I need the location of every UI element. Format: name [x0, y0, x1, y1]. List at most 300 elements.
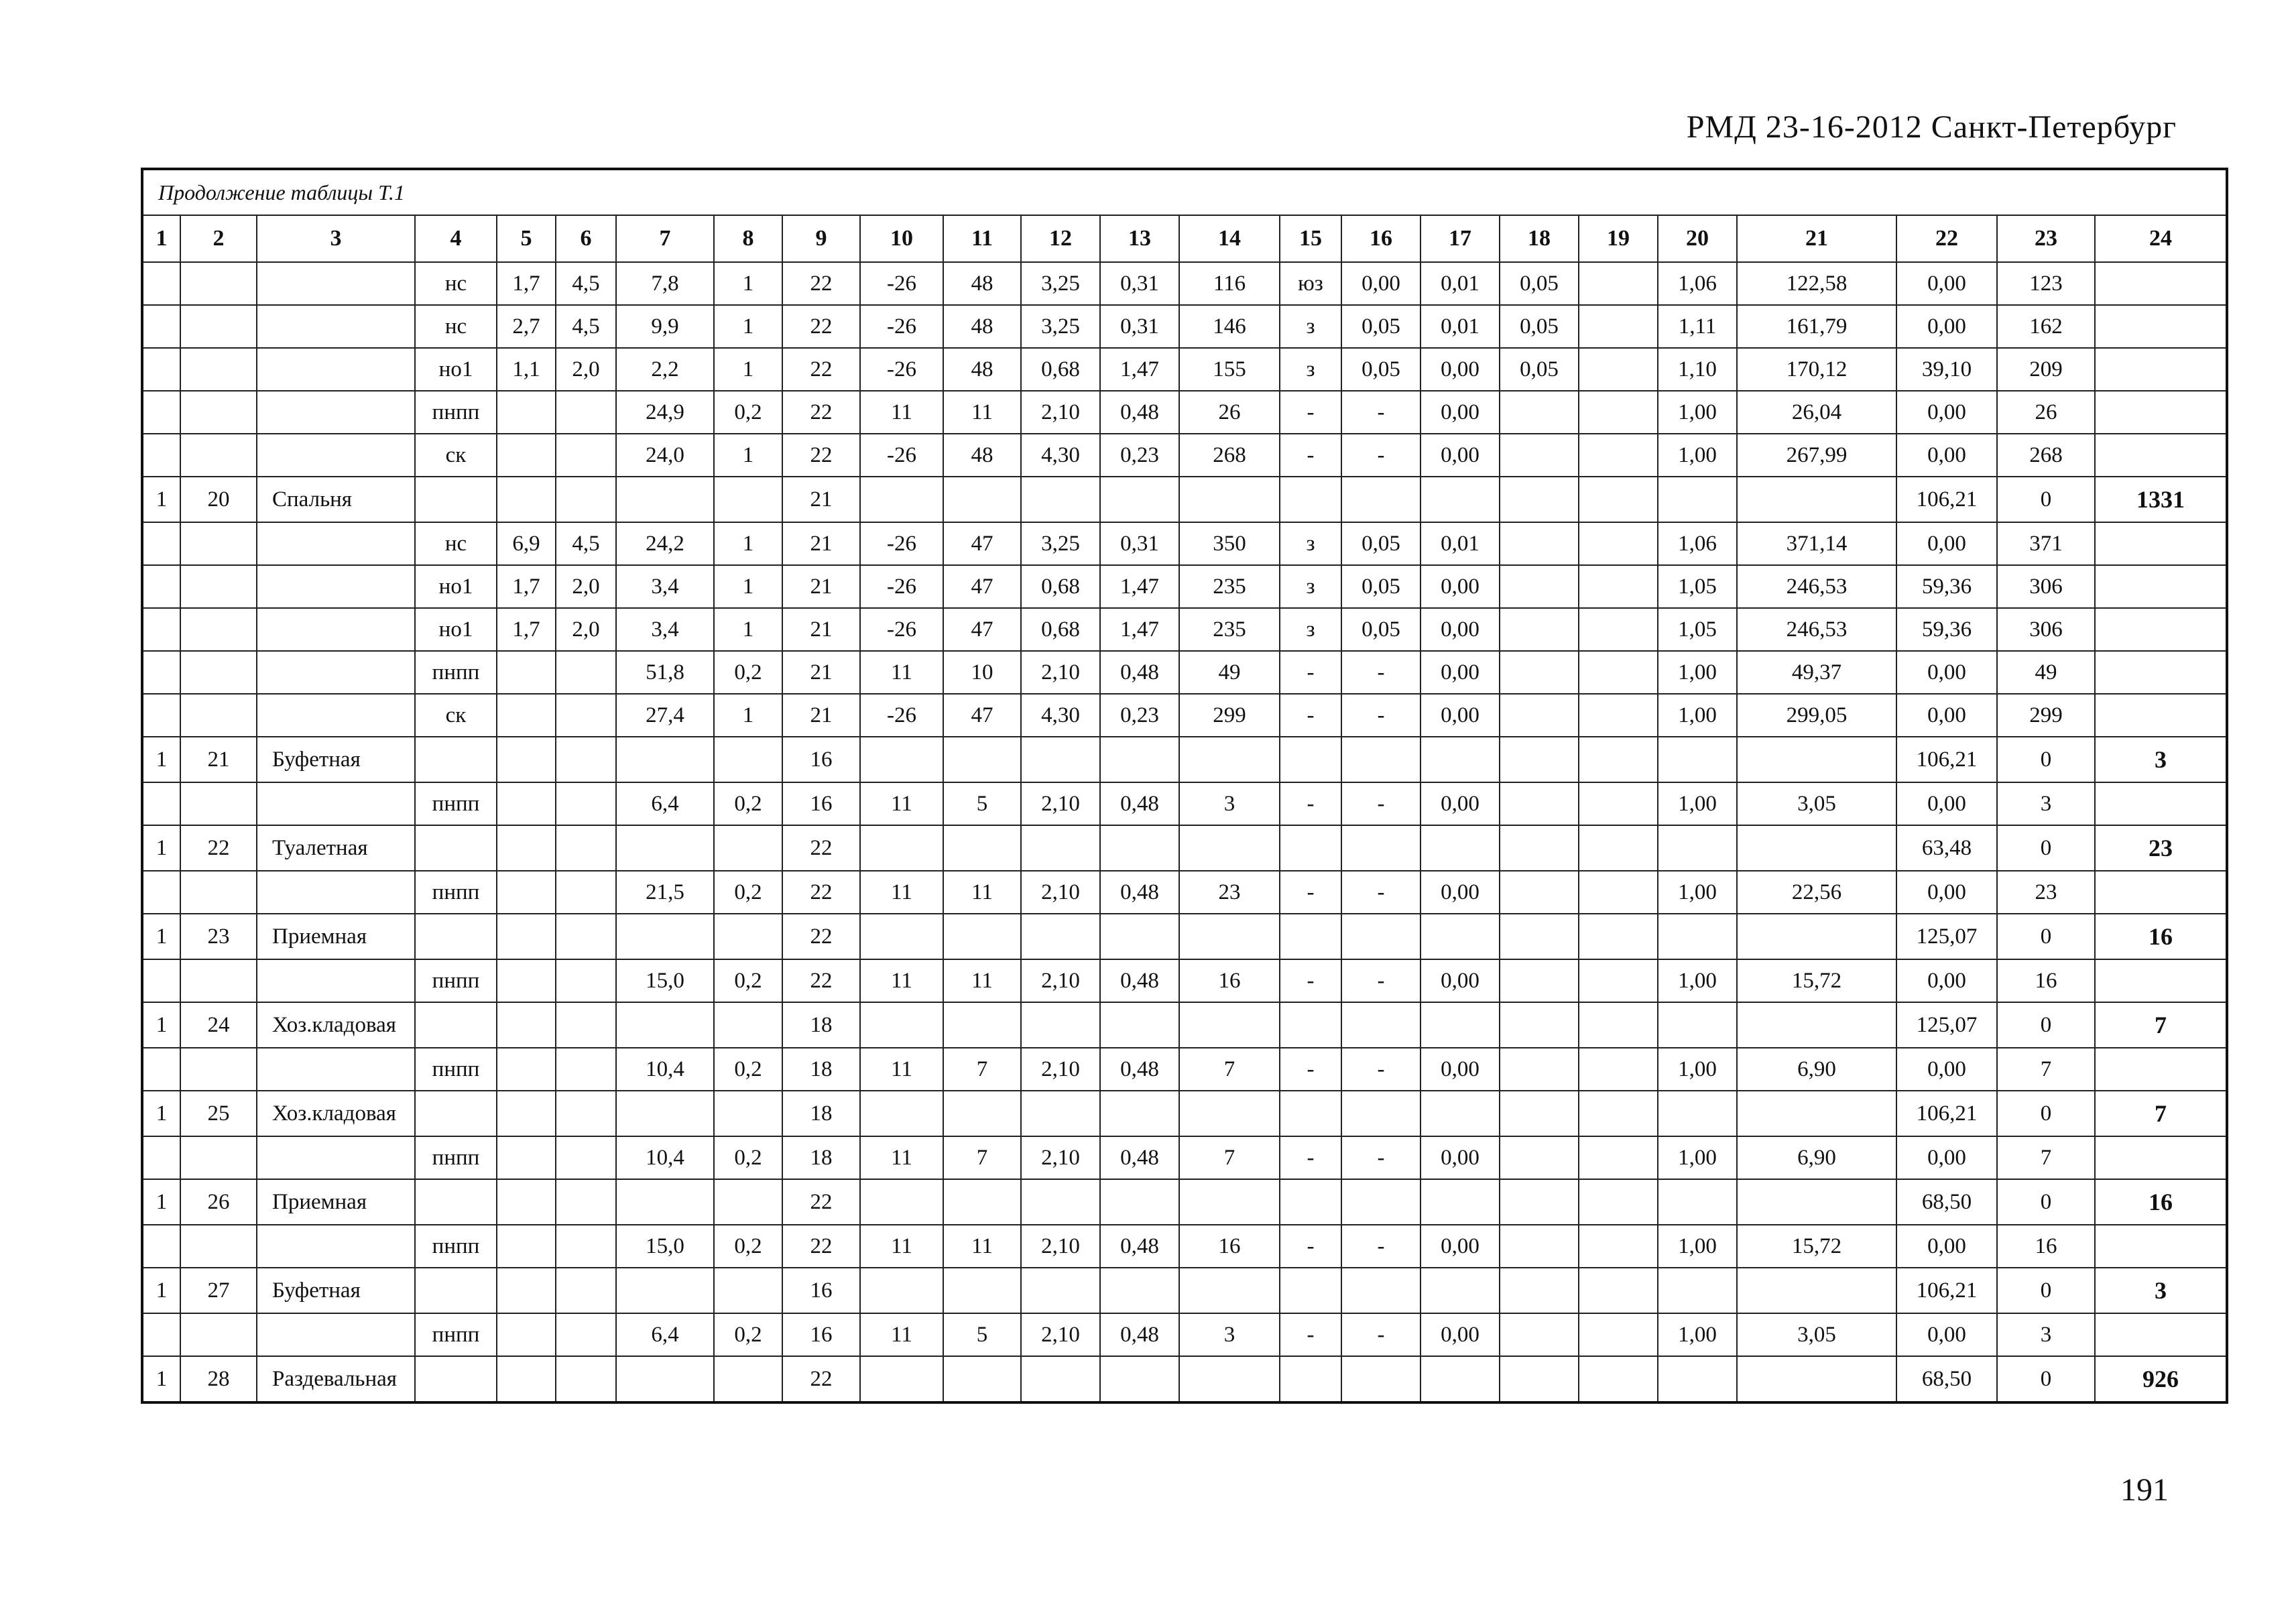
- table-cell: 2,10: [1021, 1136, 1100, 1179]
- table-cell: [257, 1225, 415, 1268]
- table-cell: 2,10: [1021, 782, 1100, 825]
- table-cell: [180, 694, 257, 737]
- table-cell: 1: [142, 1268, 180, 1313]
- table-cell: 146: [1179, 305, 1280, 348]
- table-cell: з: [1280, 565, 1341, 608]
- table-cell: [1421, 1356, 1500, 1402]
- table-cell: [142, 565, 180, 608]
- table-cell: [556, 477, 616, 522]
- table-cell: [1579, 871, 1658, 914]
- table-cell: 0: [1997, 1002, 2095, 1048]
- table-cell: [2095, 522, 2227, 565]
- table-cell: [497, 737, 556, 782]
- table-cell: 2,7: [497, 305, 556, 348]
- table-cell: 1: [142, 1091, 180, 1136]
- table-cell: -: [1341, 434, 1421, 477]
- table-cell: 0,2: [714, 651, 782, 694]
- table-cell: [1500, 391, 1579, 434]
- table-cell: [1737, 477, 1896, 522]
- table-cell: пнпп: [415, 651, 497, 694]
- table-cell: 0,01: [1421, 522, 1500, 565]
- table-cell: [860, 1179, 943, 1225]
- table-cell: [1737, 737, 1896, 782]
- table-cell: нс: [415, 522, 497, 565]
- table-cell: [1658, 1268, 1737, 1313]
- table-cell: 0,01: [1421, 305, 1500, 348]
- table-cell: [142, 1048, 180, 1091]
- table-cell: [497, 651, 556, 694]
- table-cell: 0: [1997, 1268, 2095, 1313]
- table-cell: [1500, 522, 1579, 565]
- table-cell: [860, 1268, 943, 1313]
- table-cell: -: [1341, 1048, 1421, 1091]
- table-cell: [1579, 1048, 1658, 1091]
- table-cell: 0,00: [1896, 262, 1997, 305]
- table-cell: 0,48: [1100, 782, 1179, 825]
- table-cell: [1579, 1225, 1658, 1268]
- table-cell: [1579, 348, 1658, 391]
- table-cell: 11: [943, 1225, 1021, 1268]
- table-cell: -26: [860, 608, 943, 651]
- table-cell: [714, 825, 782, 871]
- table-cell: но1: [415, 348, 497, 391]
- element-row: [142, 305, 2227, 348]
- table-cell: [616, 1268, 714, 1313]
- table-cell: [1737, 914, 1896, 959]
- table-cell: [1021, 737, 1100, 782]
- table-cell: [180, 1048, 257, 1091]
- table-cell: -: [1280, 782, 1341, 825]
- table-cell: 47: [943, 522, 1021, 565]
- table-cell: 24,2: [616, 522, 714, 565]
- table-cell: [943, 737, 1021, 782]
- table-cell: [943, 914, 1021, 959]
- table-cell: 1,10: [1658, 348, 1737, 391]
- room-row: [142, 1268, 2227, 1313]
- table-cell: 0,31: [1100, 305, 1179, 348]
- room-row: [142, 477, 2227, 522]
- table-cell: [497, 1268, 556, 1313]
- table-cell: 0,48: [1100, 1048, 1179, 1091]
- room-row: [142, 737, 2227, 782]
- table-cell: -26: [860, 348, 943, 391]
- table-cell: 21,5: [616, 871, 714, 914]
- table-cell: 3: [2095, 737, 2227, 782]
- column-header-cell: 7: [616, 215, 714, 262]
- table-cell: [1579, 694, 1658, 737]
- table-cell: [497, 477, 556, 522]
- table-cell: 0,00: [1421, 651, 1500, 694]
- table-cell: 0,00: [1896, 651, 1997, 694]
- table-cell: з: [1280, 348, 1341, 391]
- table-cell: 7,8: [616, 262, 714, 305]
- table-cell: [1579, 1179, 1658, 1225]
- table-cell: 0,00: [1421, 1048, 1500, 1091]
- table-cell: [1737, 825, 1896, 871]
- column-header-cell: 4: [415, 215, 497, 262]
- table-cell: [497, 694, 556, 737]
- table-cell: [2095, 305, 2227, 348]
- element-row: [142, 608, 2227, 651]
- table-cell: [1579, 1136, 1658, 1179]
- table-cell: [1658, 1179, 1737, 1225]
- table-cell: 267,99: [1737, 434, 1896, 477]
- table-cell: [1421, 825, 1500, 871]
- table-cell: [556, 1091, 616, 1136]
- table-cell: [1500, 565, 1579, 608]
- table-cell: [556, 1225, 616, 1268]
- table-cell: 0,00: [1896, 1225, 1997, 1268]
- table-cell: 6,4: [616, 1313, 714, 1356]
- table-cell: -: [1280, 1313, 1341, 1356]
- element-row: [142, 434, 2227, 477]
- table-cell: 5: [943, 782, 1021, 825]
- table-cell: 26: [1179, 391, 1280, 434]
- table-cell: 1,47: [1100, 608, 1179, 651]
- table-cell: [415, 1179, 497, 1225]
- table-cell: но1: [415, 608, 497, 651]
- table-cell: 0,00: [1896, 694, 1997, 737]
- table-cell: 0,2: [714, 1313, 782, 1356]
- table-cell: [1658, 1002, 1737, 1048]
- table-cell: 0,00: [1896, 782, 1997, 825]
- table-cell: [180, 608, 257, 651]
- table-cell: 7: [1179, 1048, 1280, 1091]
- table-cell: [1341, 1268, 1421, 1313]
- table-cell: [556, 1002, 616, 1048]
- table-cell: 49: [1997, 651, 2095, 694]
- table-cell: [714, 1179, 782, 1225]
- column-header-cell: 6: [556, 215, 616, 262]
- table-cell: [1179, 1091, 1280, 1136]
- table-cell: [1421, 1002, 1500, 1048]
- table-cell: [2095, 391, 2227, 434]
- table-cell: [1179, 1356, 1280, 1402]
- table-cell: [1179, 1179, 1280, 1225]
- table-cell: [1179, 737, 1280, 782]
- table-cell: [497, 914, 556, 959]
- table-cell: [1280, 914, 1341, 959]
- table-cell: 1: [142, 737, 180, 782]
- table-cell: [1500, 1356, 1579, 1402]
- table-cell: [860, 737, 943, 782]
- table-cell: [257, 871, 415, 914]
- table-cell: 306: [1997, 608, 2095, 651]
- column-header-cell: 22: [1896, 215, 1997, 262]
- table-cell: 26: [1997, 391, 2095, 434]
- table-cell: [415, 1091, 497, 1136]
- table-cell: [1021, 1268, 1100, 1313]
- table-cell: [860, 914, 943, 959]
- table-cell: 1,7: [497, 608, 556, 651]
- table-cell: 0,68: [1021, 608, 1100, 651]
- table-cell: [860, 1356, 943, 1402]
- table-cell: 3,4: [616, 608, 714, 651]
- table-cell: 0,48: [1100, 871, 1179, 914]
- table-cell: [556, 391, 616, 434]
- table-cell: [1500, 1268, 1579, 1313]
- table-cell: 0,00: [1896, 1048, 1997, 1091]
- table-cell: 3: [1179, 1313, 1280, 1356]
- table-cell: [1737, 1002, 1896, 1048]
- table-cell: 22: [782, 1225, 860, 1268]
- table-cell: [1179, 825, 1280, 871]
- table-cell: 48: [943, 434, 1021, 477]
- table-cell: 0,00: [1421, 694, 1500, 737]
- table-cell: [616, 1091, 714, 1136]
- table-cell: [860, 825, 943, 871]
- table-cell: 0,31: [1100, 262, 1179, 305]
- column-header-cell: 12: [1021, 215, 1100, 262]
- table-cell: [1658, 825, 1737, 871]
- table-cell: 16: [2095, 914, 2227, 959]
- table-cell: [616, 825, 714, 871]
- table-cell: 6,9: [497, 522, 556, 565]
- table-cell: 7: [2095, 1002, 2227, 1048]
- table-cell: [1737, 1268, 1896, 1313]
- table-cell: 306: [1997, 565, 2095, 608]
- table-cell: [257, 262, 415, 305]
- table-cell: 116: [1179, 262, 1280, 305]
- table-cell: [1658, 477, 1737, 522]
- table-cell: 2,10: [1021, 1048, 1100, 1091]
- table-cell: [415, 914, 497, 959]
- table-cell: 47: [943, 565, 1021, 608]
- table-cell: 20: [180, 477, 257, 522]
- table-cell: 2,10: [1021, 391, 1100, 434]
- table-cell: [1280, 825, 1341, 871]
- table-cell: [142, 434, 180, 477]
- table-cell: [497, 871, 556, 914]
- table-cell: [1737, 1179, 1896, 1225]
- table-cell: 49: [1179, 651, 1280, 694]
- table-cell: 4,5: [556, 305, 616, 348]
- table-cell: [556, 434, 616, 477]
- room-row: [142, 1179, 2227, 1225]
- table-cell: 1: [714, 694, 782, 737]
- table-cell: 246,53: [1737, 565, 1896, 608]
- table-cell: [2095, 565, 2227, 608]
- table-cell: [556, 1268, 616, 1313]
- table-cell: [1021, 1356, 1100, 1402]
- element-row: [142, 348, 2227, 391]
- table-cell: 1,47: [1100, 348, 1179, 391]
- table-cell: [257, 608, 415, 651]
- room-row: [142, 1002, 2227, 1048]
- table-cell: пнпп: [415, 871, 497, 914]
- table-cell: [714, 1268, 782, 1313]
- table-cell: [1021, 1002, 1100, 1048]
- table-cell: [1100, 737, 1179, 782]
- table-cell: [2095, 1225, 2227, 1268]
- table-cell: [1421, 737, 1500, 782]
- table-cell: 1,00: [1658, 651, 1737, 694]
- table-cell: 22: [782, 1356, 860, 1402]
- table-cell: [2095, 782, 2227, 825]
- table-cell: [1421, 1268, 1500, 1313]
- table-cell: [415, 1002, 497, 1048]
- table-cell: 6,90: [1737, 1136, 1896, 1179]
- table-cell: 6,90: [1737, 1048, 1896, 1091]
- table-cell: [1500, 1091, 1579, 1136]
- table-cell: 5: [943, 1313, 1021, 1356]
- table-cell: 11: [860, 651, 943, 694]
- table-cell: [1579, 825, 1658, 871]
- table-cell: [1280, 737, 1341, 782]
- table-cell: [257, 1136, 415, 1179]
- column-header-cell: 17: [1421, 215, 1500, 262]
- page-number: 191: [2120, 1472, 2169, 1508]
- table-cell: 1,00: [1658, 434, 1737, 477]
- table-cell: 21: [782, 477, 860, 522]
- table-cell: 7: [943, 1136, 1021, 1179]
- table-cell: [1341, 914, 1421, 959]
- table-cell: 22: [782, 305, 860, 348]
- table-cell: 0,00: [1421, 959, 1500, 1002]
- table-cell: -26: [860, 262, 943, 305]
- table-cell: 59,36: [1896, 565, 1997, 608]
- table-cell: [943, 1179, 1021, 1225]
- table-cell: 11: [860, 1048, 943, 1091]
- column-header-cell: 1: [142, 215, 180, 262]
- table-cell: [2095, 608, 2227, 651]
- table-cell: [1021, 825, 1100, 871]
- table-cell: 22: [782, 348, 860, 391]
- table-cell: [142, 694, 180, 737]
- table-cell: 11: [860, 391, 943, 434]
- table-cell: [2095, 1048, 2227, 1091]
- table-cell: 0,23: [1100, 694, 1179, 737]
- table-cell: [860, 477, 943, 522]
- table-cell: пнпп: [415, 391, 497, 434]
- table-cell: 0,00: [1896, 959, 1997, 1002]
- table-cell: [1579, 522, 1658, 565]
- table-cell: [1579, 305, 1658, 348]
- table-cell: 926: [2095, 1356, 2227, 1402]
- table-cell: [1579, 1002, 1658, 1048]
- table-cell: [1737, 1091, 1896, 1136]
- table-cell: 47: [943, 608, 1021, 651]
- table-cell: [1100, 1091, 1179, 1136]
- table-cell: 0,48: [1100, 1136, 1179, 1179]
- table-cell: 1: [142, 1356, 180, 1402]
- table-cell: [180, 1313, 257, 1356]
- table-cell: 7: [1997, 1136, 2095, 1179]
- table-cell: 0,2: [714, 782, 782, 825]
- table-cell: 10,4: [616, 1136, 714, 1179]
- element-row: [142, 1048, 2227, 1091]
- table-cell: 7: [1179, 1136, 1280, 1179]
- table-cell: 371,14: [1737, 522, 1896, 565]
- table-cell: 11: [860, 1313, 943, 1356]
- table-cell: [257, 959, 415, 1002]
- table-cell: 16: [1997, 959, 2095, 1002]
- table-cell: 0: [1997, 914, 2095, 959]
- table-cell: [1100, 1002, 1179, 1048]
- column-header-cell: 5: [497, 215, 556, 262]
- table-cell: [180, 305, 257, 348]
- table-cell: -26: [860, 434, 943, 477]
- table-cell: [1579, 391, 1658, 434]
- column-header-cell: 24: [2095, 215, 2227, 262]
- table-cell: Спальня: [257, 477, 415, 522]
- table-cell: [415, 825, 497, 871]
- table-cell: Приемная: [257, 914, 415, 959]
- table-cell: -: [1341, 782, 1421, 825]
- table-cell: 3: [2095, 1268, 2227, 1313]
- table-cell: 2,10: [1021, 871, 1100, 914]
- table-cell: [180, 522, 257, 565]
- table-cell: 1,05: [1658, 608, 1737, 651]
- table-cell: -26: [860, 565, 943, 608]
- element-row: [142, 651, 2227, 694]
- table-cell: [1021, 477, 1100, 522]
- table-cell: [1579, 434, 1658, 477]
- table-cell: [1100, 914, 1179, 959]
- table-cell: [1021, 1091, 1100, 1136]
- table-cell: 25: [180, 1091, 257, 1136]
- table-cell: [1658, 914, 1737, 959]
- table-cell: 1: [714, 305, 782, 348]
- table-cell: [1579, 262, 1658, 305]
- table-cell: [497, 825, 556, 871]
- room-row: [142, 1356, 2227, 1402]
- table-cell: 3: [1997, 1313, 2095, 1356]
- table-cell: [497, 1091, 556, 1136]
- table-cell: -: [1280, 1136, 1341, 1179]
- table-cell: 0,68: [1021, 565, 1100, 608]
- table-cell: 299,05: [1737, 694, 1896, 737]
- table-cell: [714, 1002, 782, 1048]
- table-cell: [943, 1356, 1021, 1402]
- table-cell: -: [1341, 959, 1421, 1002]
- table-cell: 0,00: [1421, 1136, 1500, 1179]
- element-row: [142, 391, 2227, 434]
- table-cell: 125,07: [1896, 1002, 1997, 1048]
- table-cell: 48: [943, 262, 1021, 305]
- table-cell: 0,2: [714, 1136, 782, 1179]
- table-cell: 51,8: [616, 651, 714, 694]
- table-cell: [1280, 1268, 1341, 1313]
- table-cell: [1500, 434, 1579, 477]
- table-cell: 0: [1997, 825, 2095, 871]
- table-cell: [1341, 825, 1421, 871]
- table-cell: 1: [142, 914, 180, 959]
- table-cell: -: [1280, 1225, 1341, 1268]
- table-cell: [142, 1313, 180, 1356]
- table-cell: 18: [782, 1048, 860, 1091]
- table-cell: [1341, 1002, 1421, 1048]
- table-cell: 0,48: [1100, 651, 1179, 694]
- table-cell: [2095, 1136, 2227, 1179]
- table-cell: -: [1280, 1048, 1341, 1091]
- table-cell: 18: [782, 1136, 860, 1179]
- table-cell: [1280, 1179, 1341, 1225]
- table-cell: 11: [943, 391, 1021, 434]
- table-cell: -: [1341, 391, 1421, 434]
- table-cell: 3: [1179, 782, 1280, 825]
- column-header-cell: 9: [782, 215, 860, 262]
- table-cell: 1,00: [1658, 1136, 1737, 1179]
- table-cell: [180, 1136, 257, 1179]
- table-cell: [616, 1002, 714, 1048]
- table-cell: [142, 651, 180, 694]
- table-cell: [1179, 914, 1280, 959]
- table-cell: 22: [782, 825, 860, 871]
- table-cell: 23: [1997, 871, 2095, 914]
- table-cell: 106,21: [1896, 477, 1997, 522]
- table-cell: 0,05: [1341, 305, 1421, 348]
